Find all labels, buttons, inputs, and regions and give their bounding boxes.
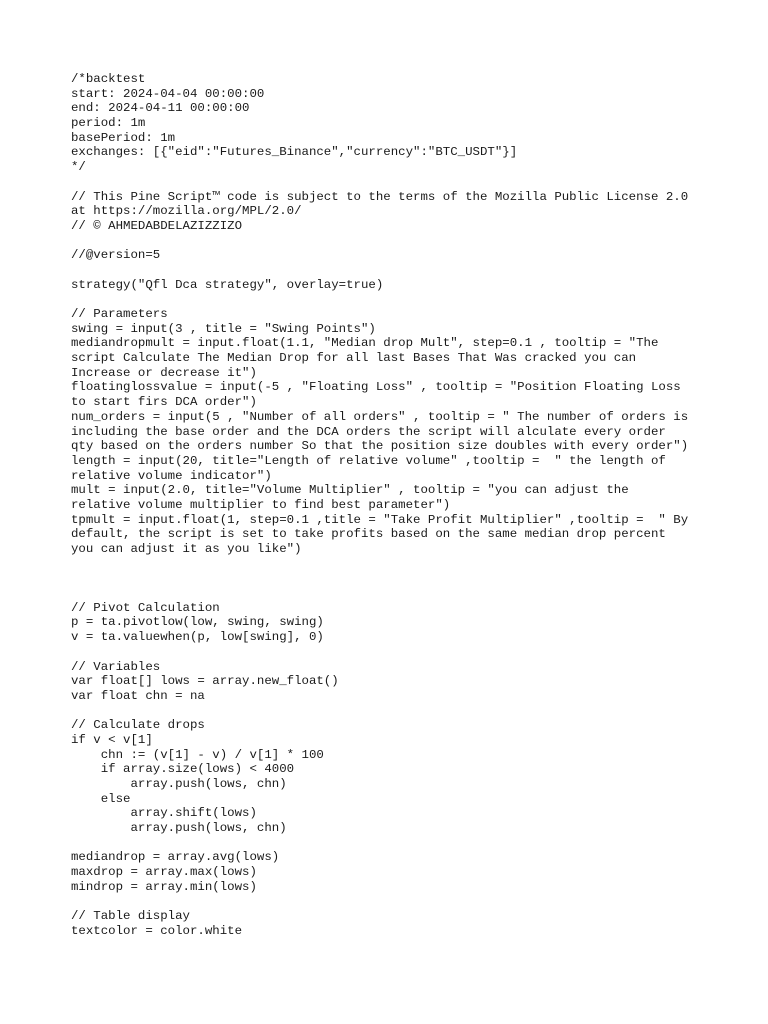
code-line xyxy=(71,263,711,278)
code-line xyxy=(71,586,711,601)
code-line xyxy=(71,895,711,910)
code-line xyxy=(71,704,711,719)
code-line: num_orders = input(5 , "Number of all orders" , tooltip = " The number of orders is xyxy=(71,409,689,424)
code-line: var float chn = na xyxy=(71,688,205,703)
code-line: you can adjust it as you like") xyxy=(71,542,302,556)
code-line: qty based on the orders number So that the position size doubles with every order") xyxy=(71,439,689,454)
code-line xyxy=(71,292,711,307)
code-line: mediandrop = array.avg(lows) xyxy=(71,850,280,865)
code-line: else xyxy=(71,791,131,806)
code-line: to start firs DCA order") xyxy=(71,395,257,410)
code-line: // Pivot Calculation xyxy=(71,600,220,615)
code-line: tpmult = input.float(1, step=0.1 ,title = "Take Profit Multiplier" ,tooltip = " By xyxy=(71,512,689,527)
code-line: // Parameters xyxy=(71,307,168,321)
code-line: period: 1m xyxy=(71,116,146,131)
code-line: strategy("Qfl Dca strategy", overlay=true) xyxy=(71,277,384,292)
code-line: */ xyxy=(71,160,86,175)
code-line: maxdrop = array.max(lows) xyxy=(71,865,257,880)
code-line: mediandropmult = input.float(1.1, "Median drop Mult", step=0.1 , tooltip = "The xyxy=(71,336,659,351)
code-line: //@version=5 xyxy=(71,248,161,263)
code-line: mindrop = array.min(lows) xyxy=(71,879,257,894)
code-listing xyxy=(71,72,711,939)
code-line xyxy=(71,645,711,660)
code-line: // Variables xyxy=(71,659,161,674)
code-line: basePeriod: 1m xyxy=(71,130,176,145)
code-line xyxy=(71,571,711,586)
code-line: default, the script is set to take profits based on the same median drop percent xyxy=(71,527,666,542)
code-line: mult = input(2.0, title="Volume Multiplier" , tooltip = "you can adjust the xyxy=(71,483,629,498)
code-line: textcolor = color.white xyxy=(71,923,243,938)
code-line: var float[] lows = array.new_float() xyxy=(71,674,339,689)
code-line xyxy=(71,557,711,572)
code-line: v = ta.valuewhen(p, low[swing], 0) xyxy=(71,630,324,645)
code-line xyxy=(71,234,711,249)
code-line: array.push(lows, chn) xyxy=(71,777,287,791)
code-line: end: 2024-04-11 00:00:00 xyxy=(71,101,250,116)
code-line xyxy=(71,836,711,851)
code-line: // Calculate drops xyxy=(71,718,205,733)
code-line: array.shift(lows) xyxy=(71,806,257,821)
code-line: // Table display xyxy=(71,909,190,924)
code-line: start: 2024-04-04 00:00:00 xyxy=(71,86,265,101)
code-line: relative volume indicator") xyxy=(71,468,272,483)
code-line: Increase or decrease it") xyxy=(71,365,257,380)
code-line: swing = input(3 , title = "Swing Points") xyxy=(71,321,376,336)
code-line: relative volume multiplier to find best parameter") xyxy=(71,497,451,512)
code-line: array.push(lows, chn) xyxy=(71,821,287,836)
code-line: at https://mozilla.org/MPL/2.0/ xyxy=(71,204,302,219)
code-line: length = input(20, title="Length of relative volume" ,tooltip = " the length of xyxy=(71,453,666,468)
code-line: if array.size(lows) < 4000 xyxy=(71,762,295,777)
code-line xyxy=(71,175,711,190)
code-line: /*backtest xyxy=(71,72,146,86)
code-line: exchanges: [{"eid":"Futures_Binance","currency":"BTC_USDT"}] xyxy=(71,145,518,160)
code-line: including the base order and the DCA orders the script will alculate every order xyxy=(71,424,666,439)
code-line: floatinglossvalue = input(-5 , "Floating Loss" , tooltip = "Position Floating Loss xyxy=(71,380,681,395)
code-line: if v < v[1] xyxy=(71,732,153,747)
code-line: p = ta.pivotlow(low, swing, swing) xyxy=(71,615,324,630)
code-line: // This Pine Script™ code is subject to the terms of the Mozilla Public License 2.0 xyxy=(71,189,689,204)
code-line: chn := (v[1] - v) / v[1] * 100 xyxy=(71,747,324,762)
code-line: script Calculate The Median Drop for all last Bases That Was cracked you can xyxy=(71,351,637,366)
code-line: // © AHMEDABDELAZIZZIZO xyxy=(71,218,243,233)
